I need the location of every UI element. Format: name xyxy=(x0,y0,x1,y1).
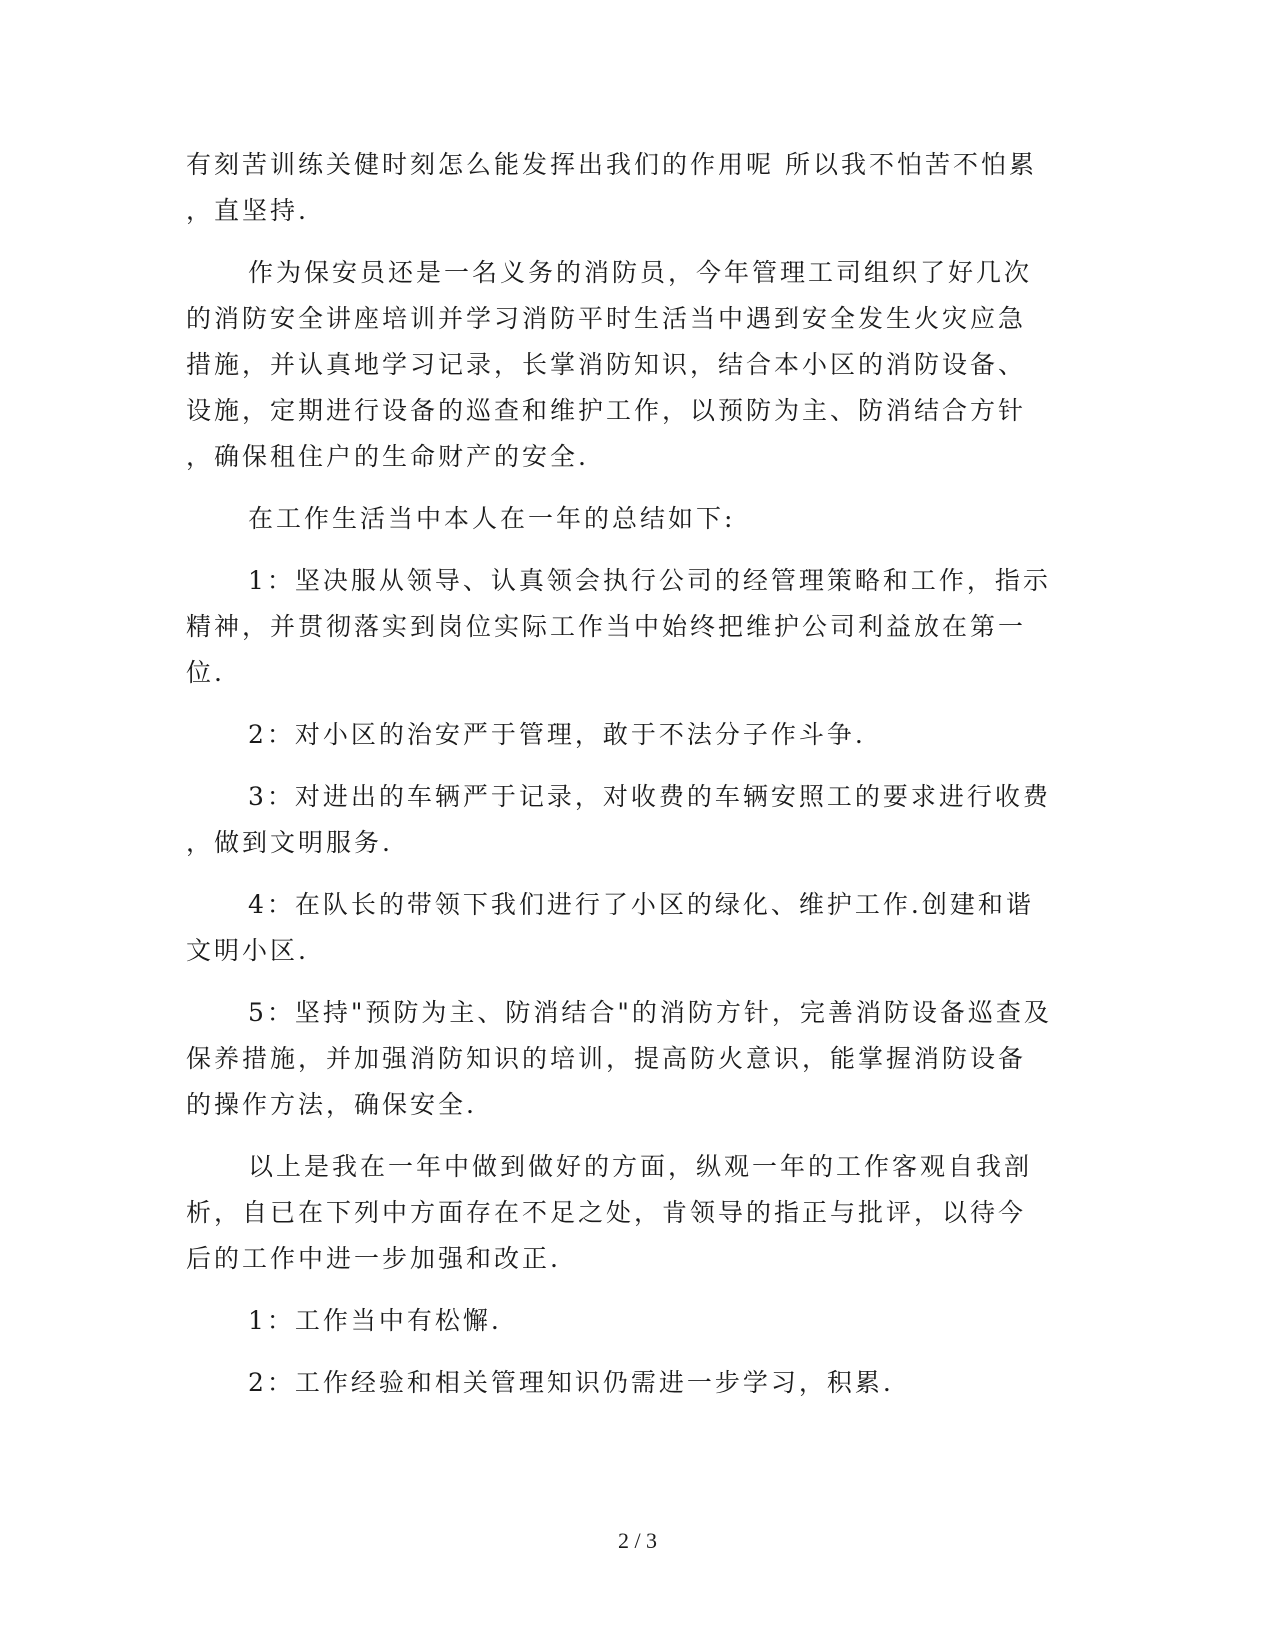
shortcoming-item-2 xyxy=(186,1360,1066,1406)
summary-item-3 xyxy=(186,774,1066,866)
summary-item-4 xyxy=(186,882,1066,974)
summary-item-5 xyxy=(186,990,1066,1128)
paragraph-continuation xyxy=(186,142,1066,234)
paragraph-summary-intro xyxy=(186,496,1066,542)
summary-item-1 xyxy=(186,558,1066,696)
document-body xyxy=(186,142,1066,1406)
text-line: 5：坚持"预防为主、防消结合"的消防方针，完善消防设备巡查及 xyxy=(248,998,1052,1027)
paragraph-self-analysis xyxy=(186,1144,1066,1282)
text-line: 以上是我在一年中做到做好的方面，纵观一年的工作客观自我剖 xyxy=(248,1152,1033,1181)
text-line: 2：工作经验和相关管理知识仍需进一步学习，积累. xyxy=(248,1368,894,1397)
text-line: 措施，并认真地学习记录，长掌消防知识，结合本小区的消防设备、 xyxy=(186,350,1027,379)
text-line: 4：在队长的带领下我们进行了小区的绿化、维护工作.创建和谐 xyxy=(248,890,1034,919)
text-line: 3：对进出的车辆严于记录，对收费的车辆安照工的要求进行收费 xyxy=(248,782,1051,811)
text-line: 作为保安员还是一名义务的消防员，今年管理工司组织了好几次 xyxy=(248,258,1033,287)
text-line: ，确保租住户的生命财产的安全. xyxy=(186,442,589,471)
text-line: 位. xyxy=(186,658,225,687)
text-line: 精神，并贯彻落实到岗位实际工作当中始终把维护公司利益放在第一 xyxy=(186,612,1027,641)
text-line: ，做到文明服务. xyxy=(186,828,393,857)
text-line: 的消防安全讲座培训并学习消防平时生活当中遇到安全发生火灾应急 xyxy=(186,304,1027,333)
text-line: 1：工作当中有松懈. xyxy=(248,1306,502,1335)
shortcoming-item-1 xyxy=(186,1298,1066,1344)
summary-item-2 xyxy=(186,712,1066,758)
text-line: 2：对小区的治安严于管理，敢于不法分子作斗争. xyxy=(248,720,866,749)
text-line: 保养措施，并加强消防知识的培训，提高防火意识，能掌握消防设备 xyxy=(186,1044,1027,1073)
paragraph-fire-duty xyxy=(186,250,1066,480)
text-line: 后的工作中进一步加强和改正. xyxy=(186,1244,561,1273)
text-line: 1：坚决服从领导、认真领会执行公司的经管理策略和工作，指示 xyxy=(248,566,1051,595)
text-line: ，直坚持. xyxy=(186,196,309,225)
text-line: 在工作生活当中本人在一年的总结如下: xyxy=(248,504,736,533)
text-line: 文明小区. xyxy=(186,936,309,965)
text-line: 有刻苦训练关健时刻怎么能发挥出我们的作用呢 所以我不怕苦不怕累 xyxy=(186,150,1037,179)
text-line: 析，自已在下列中方面存在不足之处，肯领导的指正与批评，以待今 xyxy=(186,1198,1027,1227)
text-line: 设施，定期进行设备的巡查和维护工作，以预防为主、防消结合方针 xyxy=(186,396,1027,425)
text-line: 的操作方法，确保安全. xyxy=(186,1090,477,1119)
page-number: 2 / 3 xyxy=(617,1528,658,1553)
